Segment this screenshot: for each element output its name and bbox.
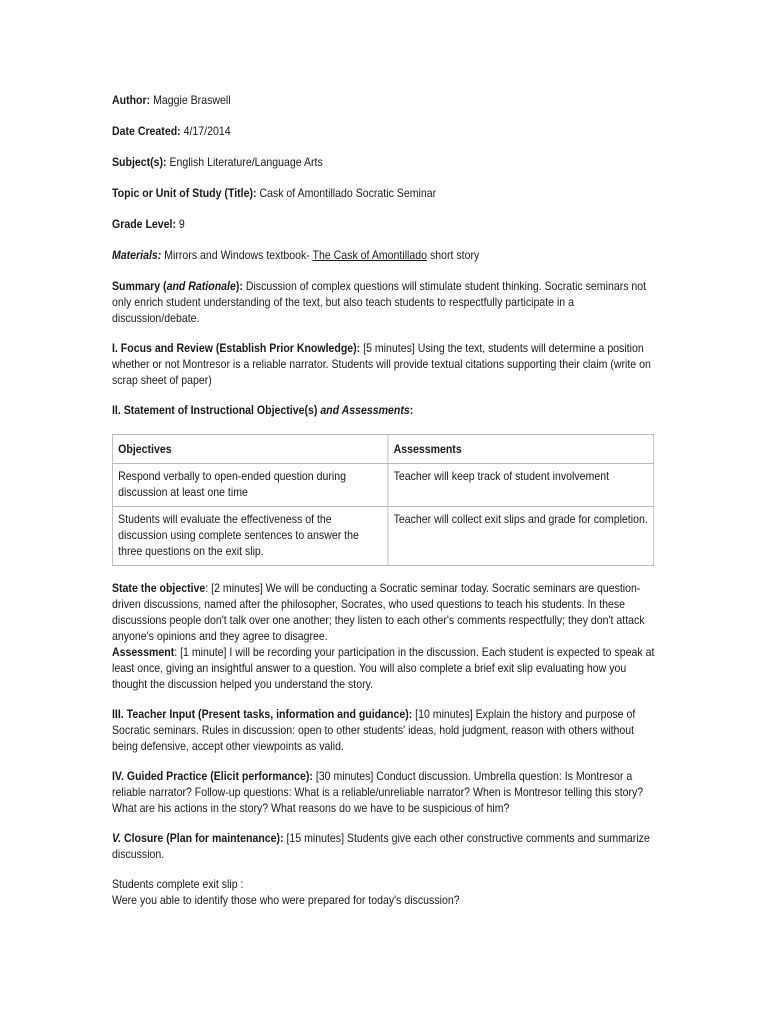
date-label: Date Created: — [112, 124, 181, 138]
subject-value: English Literature/Language Arts — [169, 155, 323, 169]
table-header-row — [112, 435, 653, 464]
summary-label: Summary (and Rationale): — [112, 279, 243, 293]
date-line — [112, 123, 658, 139]
assessments-header: Assessments — [388, 435, 654, 464]
objectives-header: Objectives — [112, 435, 387, 464]
author-label: Author: — [112, 93, 151, 107]
date-value: 4/17/2014 — [183, 124, 231, 138]
lesson-plan-document — [112, 92, 658, 908]
topic-label: Topic or Unit of Study (Title): — [112, 186, 257, 200]
state-objective-label: State the objective — [112, 581, 206, 595]
statement-label: II. Statement of Instructional Objective(s) — [112, 403, 321, 417]
topic-value: Cask of Amontillado Socratic Seminar — [259, 186, 437, 200]
topic-line — [112, 185, 658, 201]
grade-label: Grade Level: — [112, 217, 176, 231]
state-objective-paragraph — [112, 580, 658, 644]
table-cell: Teacher will collect exit slips and grade for completion. — [388, 507, 654, 566]
materials-label: Materials: — [112, 248, 162, 262]
author-value: Maggie Braswell — [153, 93, 231, 107]
focus-label: I. Focus and Review (Establish Prior Knowledge): — [112, 341, 361, 355]
table-cell: Respond verbally to open-ended question during discussion at least one time — [112, 464, 387, 507]
summary-text: Discussion of complex questions will stimulate student thinking. Socratic seminars not only enrich student understanding of the text, but also teach students to respectfully participate in a discussion/debate. — [112, 279, 647, 325]
materials-line — [112, 247, 658, 263]
table-row — [112, 507, 653, 566]
subject-line — [112, 154, 658, 170]
closure-label: V. Closure (Plan for maintenance): — [112, 831, 284, 845]
teacher-input-label: III. Teacher Input (Present tasks, information and guidance): — [112, 707, 413, 721]
table-cell: Teacher will keep track of student involvement — [388, 464, 654, 507]
materials-title: The Cask of Amontillado — [312, 248, 428, 262]
closure-paragraph — [112, 830, 658, 862]
teacher-input-paragraph — [112, 706, 658, 754]
exit-slip-question: Were you able to identify those who were prepared for today's discussion? — [112, 893, 460, 907]
guided-practice-text: [30 minutes] Conduct discussion. Umbrella question: Is Montresor a reliable narrator? Follow-up questions: What is a reliable/unreliable narrator? When is Montresor telling this story? What are his actions in the story? What reasons do we have to be suspicious of him? — [112, 769, 644, 815]
focus-paragraph — [112, 340, 658, 388]
exit-slip-line: Students complete exit slip : — [112, 877, 244, 891]
objectives-table — [112, 434, 654, 566]
focus-text: [5 minutes] Using the text, students will determine a position whether or not Montresor is a reliable narrator. Students will provide textual citations supporting their claim (write on scrap sheet of paper) — [112, 341, 651, 387]
materials-text: Mirrors and Windows textbook- — [164, 248, 313, 262]
assessment-text: : [1 minute] I will be recording your participation in the discussion. Each student is expected to speak at least once, giving an insightful answer to a question. You will also complete a brief exit slip evaluating how you thought the discussion helped you understand the story. — [112, 645, 655, 691]
grade-value: 9 — [178, 217, 185, 231]
summary-paragraph — [112, 278, 658, 326]
materials-tail: short story — [427, 248, 480, 262]
guided-practice-label: IV. Guided Practice (Elicit performance): — [112, 769, 313, 783]
state-objective-text: : [2 minutes] We will be conducting a Socratic seminar today. Socratic seminars are question-driven discussions, named after the philosopher, Socrates, who used questions to teach his students. In these discussions people don't talk over one another; they listen to each other's comments respectfully; they don't attack anyone's opinions and they agree to disagree. — [112, 581, 645, 643]
teacher-input-text: [10 minutes] Explain the history and purpose of Socratic seminars. Rules in discussion: open to other students' ideas, hold judgment, reason with others without being defensive, accept other viewpoints as valid. — [112, 707, 636, 753]
assessment-label: Assessment — [112, 645, 175, 659]
assessment-paragraph — [112, 644, 658, 692]
author-line — [112, 92, 658, 108]
guided-practice-paragraph — [112, 768, 658, 816]
statement-heading: II. Statement of Instructional Objective(s) and Assessments: — [112, 403, 414, 417]
statement-label-italic: and Assessments — [320, 403, 410, 417]
table-row — [112, 464, 653, 507]
closure-text: [15 minutes] Students give each other constructive comments and summarize discussion. — [112, 831, 650, 861]
table-cell: Students will evaluate the effectiveness of the discussion using complete sentences to answer the three questions on the exit slip. — [112, 507, 387, 566]
subject-label: Subject(s): — [112, 155, 167, 169]
grade-line — [112, 216, 658, 232]
